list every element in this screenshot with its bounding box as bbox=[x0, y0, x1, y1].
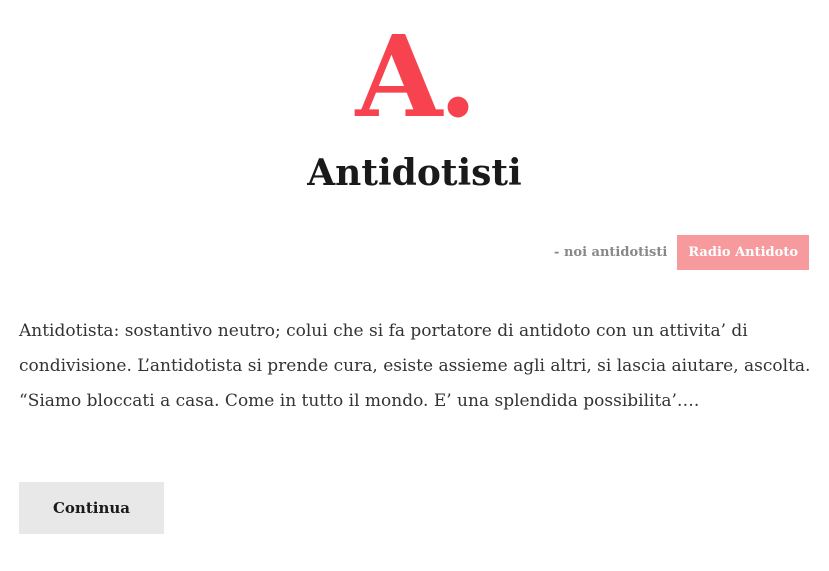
site-logo[interactable] bbox=[0, 12, 829, 143]
site-title[interactable]: Antidotisti bbox=[307, 152, 522, 194]
continue-button[interactable]: Continua bbox=[19, 482, 164, 534]
post-excerpt: Antidotista: sostantivo neutro; colui che si fa portatore di antidoto con un attivita’ di condivisione. L’antidotista si prende cura, esiste assieme agli altri, si lascia aiutare, ascolta. “Siamo bloccati a casa. Come in tutto il mondo. E’ una splendida possibilita’…. bbox=[19, 321, 811, 411]
nav-button-radio-antidoto[interactable]: Radio Antidoto bbox=[677, 235, 809, 270]
nav-link-noi-antidotisti[interactable]: - noi antidotisti bbox=[554, 245, 668, 260]
logo-text: A. bbox=[355, 12, 474, 143]
main-navigation bbox=[554, 235, 809, 270]
